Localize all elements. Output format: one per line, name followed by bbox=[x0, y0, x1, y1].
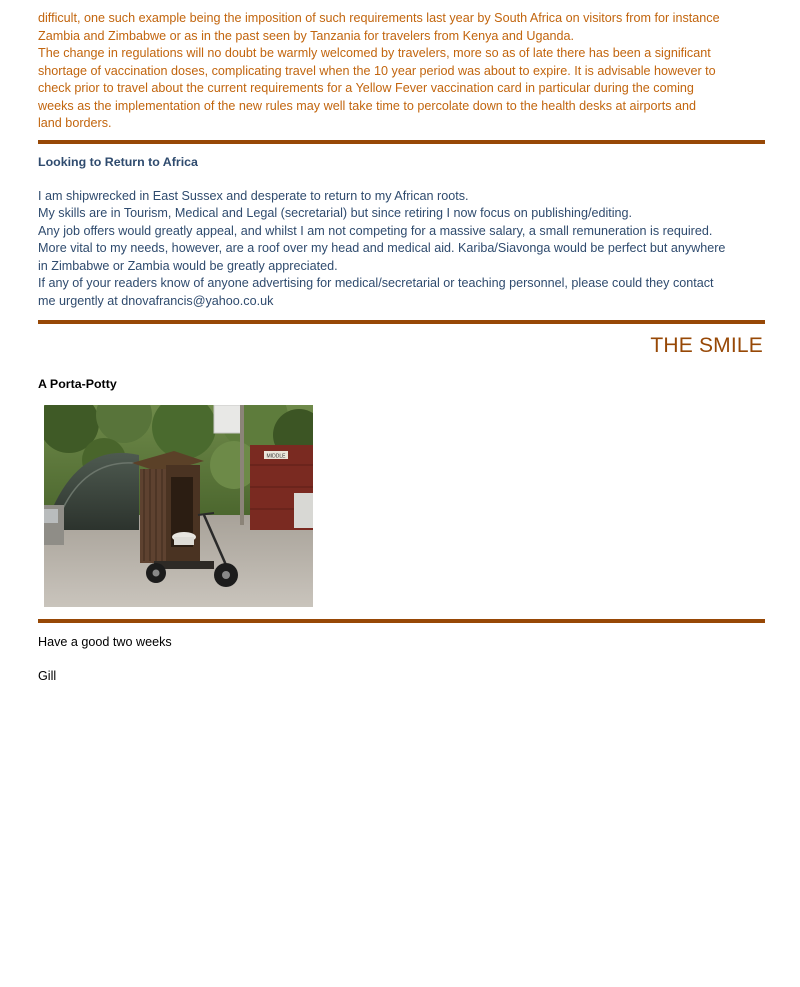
article-line: shortage of vaccination doses, complicating travel when the 10 year period was about to expire. It is advisable however to bbox=[38, 63, 716, 78]
article-line: The change in regulations will no doubt be warmly welcomed by travelers, more so as of late there has been a significant bbox=[38, 46, 711, 60]
basketball-backboard bbox=[214, 405, 242, 433]
smile-section bbox=[38, 334, 765, 607]
article-line: land borders. bbox=[38, 116, 112, 130]
signature: Gill bbox=[38, 668, 57, 683]
section-title: THE SMILE bbox=[650, 333, 763, 357]
travel-article bbox=[38, 10, 765, 133]
notice-line: in Zimbabwe or Zambia would be greatly appreciated. bbox=[38, 258, 338, 273]
street-sign-text: MIDDLE bbox=[266, 453, 286, 460]
closing-message: Have a good two weeks bbox=[38, 634, 172, 649]
notice-line: If any of your readers know of anyone advertising for medical/secretarial or teaching personnel, please could they contact bbox=[38, 276, 714, 291]
porta-potty-photo bbox=[44, 405, 313, 607]
notice-line: Any job offers would greatly appeal, and whilst I am not competing for a massive salary, a small remuneration is required. bbox=[38, 223, 713, 238]
notice-line: I am shipwrecked in East Sussex and desperate to return to my African roots. bbox=[38, 188, 469, 203]
africa-notice bbox=[38, 154, 765, 311]
section-divider bbox=[38, 320, 765, 324]
section-divider bbox=[38, 140, 765, 144]
notice-heading: Looking to Return to Africa bbox=[38, 154, 198, 169]
notice-line: My skills are in Tourism, Medical and Legal (secretarial) but since retiring I now focus on publishing/editing. bbox=[38, 206, 633, 221]
notice-body bbox=[38, 188, 765, 311]
item-title: A Porta-Potty bbox=[38, 376, 117, 391]
section-divider bbox=[38, 619, 765, 623]
article-line: difficult, one such example being the imposition of such requirements last year by South Africa on visitors from for instance bbox=[38, 11, 720, 25]
article-line: check prior to travel about the current requirements for a Yellow Fever vaccination card in particular during the coming bbox=[38, 81, 694, 95]
newsletter-page bbox=[38, 10, 765, 685]
article-line: weeks as the implementation of the new rules may well take time to percolate down to the health desks at airports and bbox=[38, 98, 697, 113]
notice-line: More vital to my needs, however, are a roof over my head and medical aid. Kariba/Siavonga would be perfect but anywhere bbox=[38, 241, 726, 256]
notice-line-email: me urgently at dnovafrancis@yahoo.co.uk bbox=[38, 294, 274, 309]
article-line: Zambia and Zimbabwe or as in the past seen by Tanzania for travelers from Kenya and Uganda. bbox=[38, 28, 574, 43]
